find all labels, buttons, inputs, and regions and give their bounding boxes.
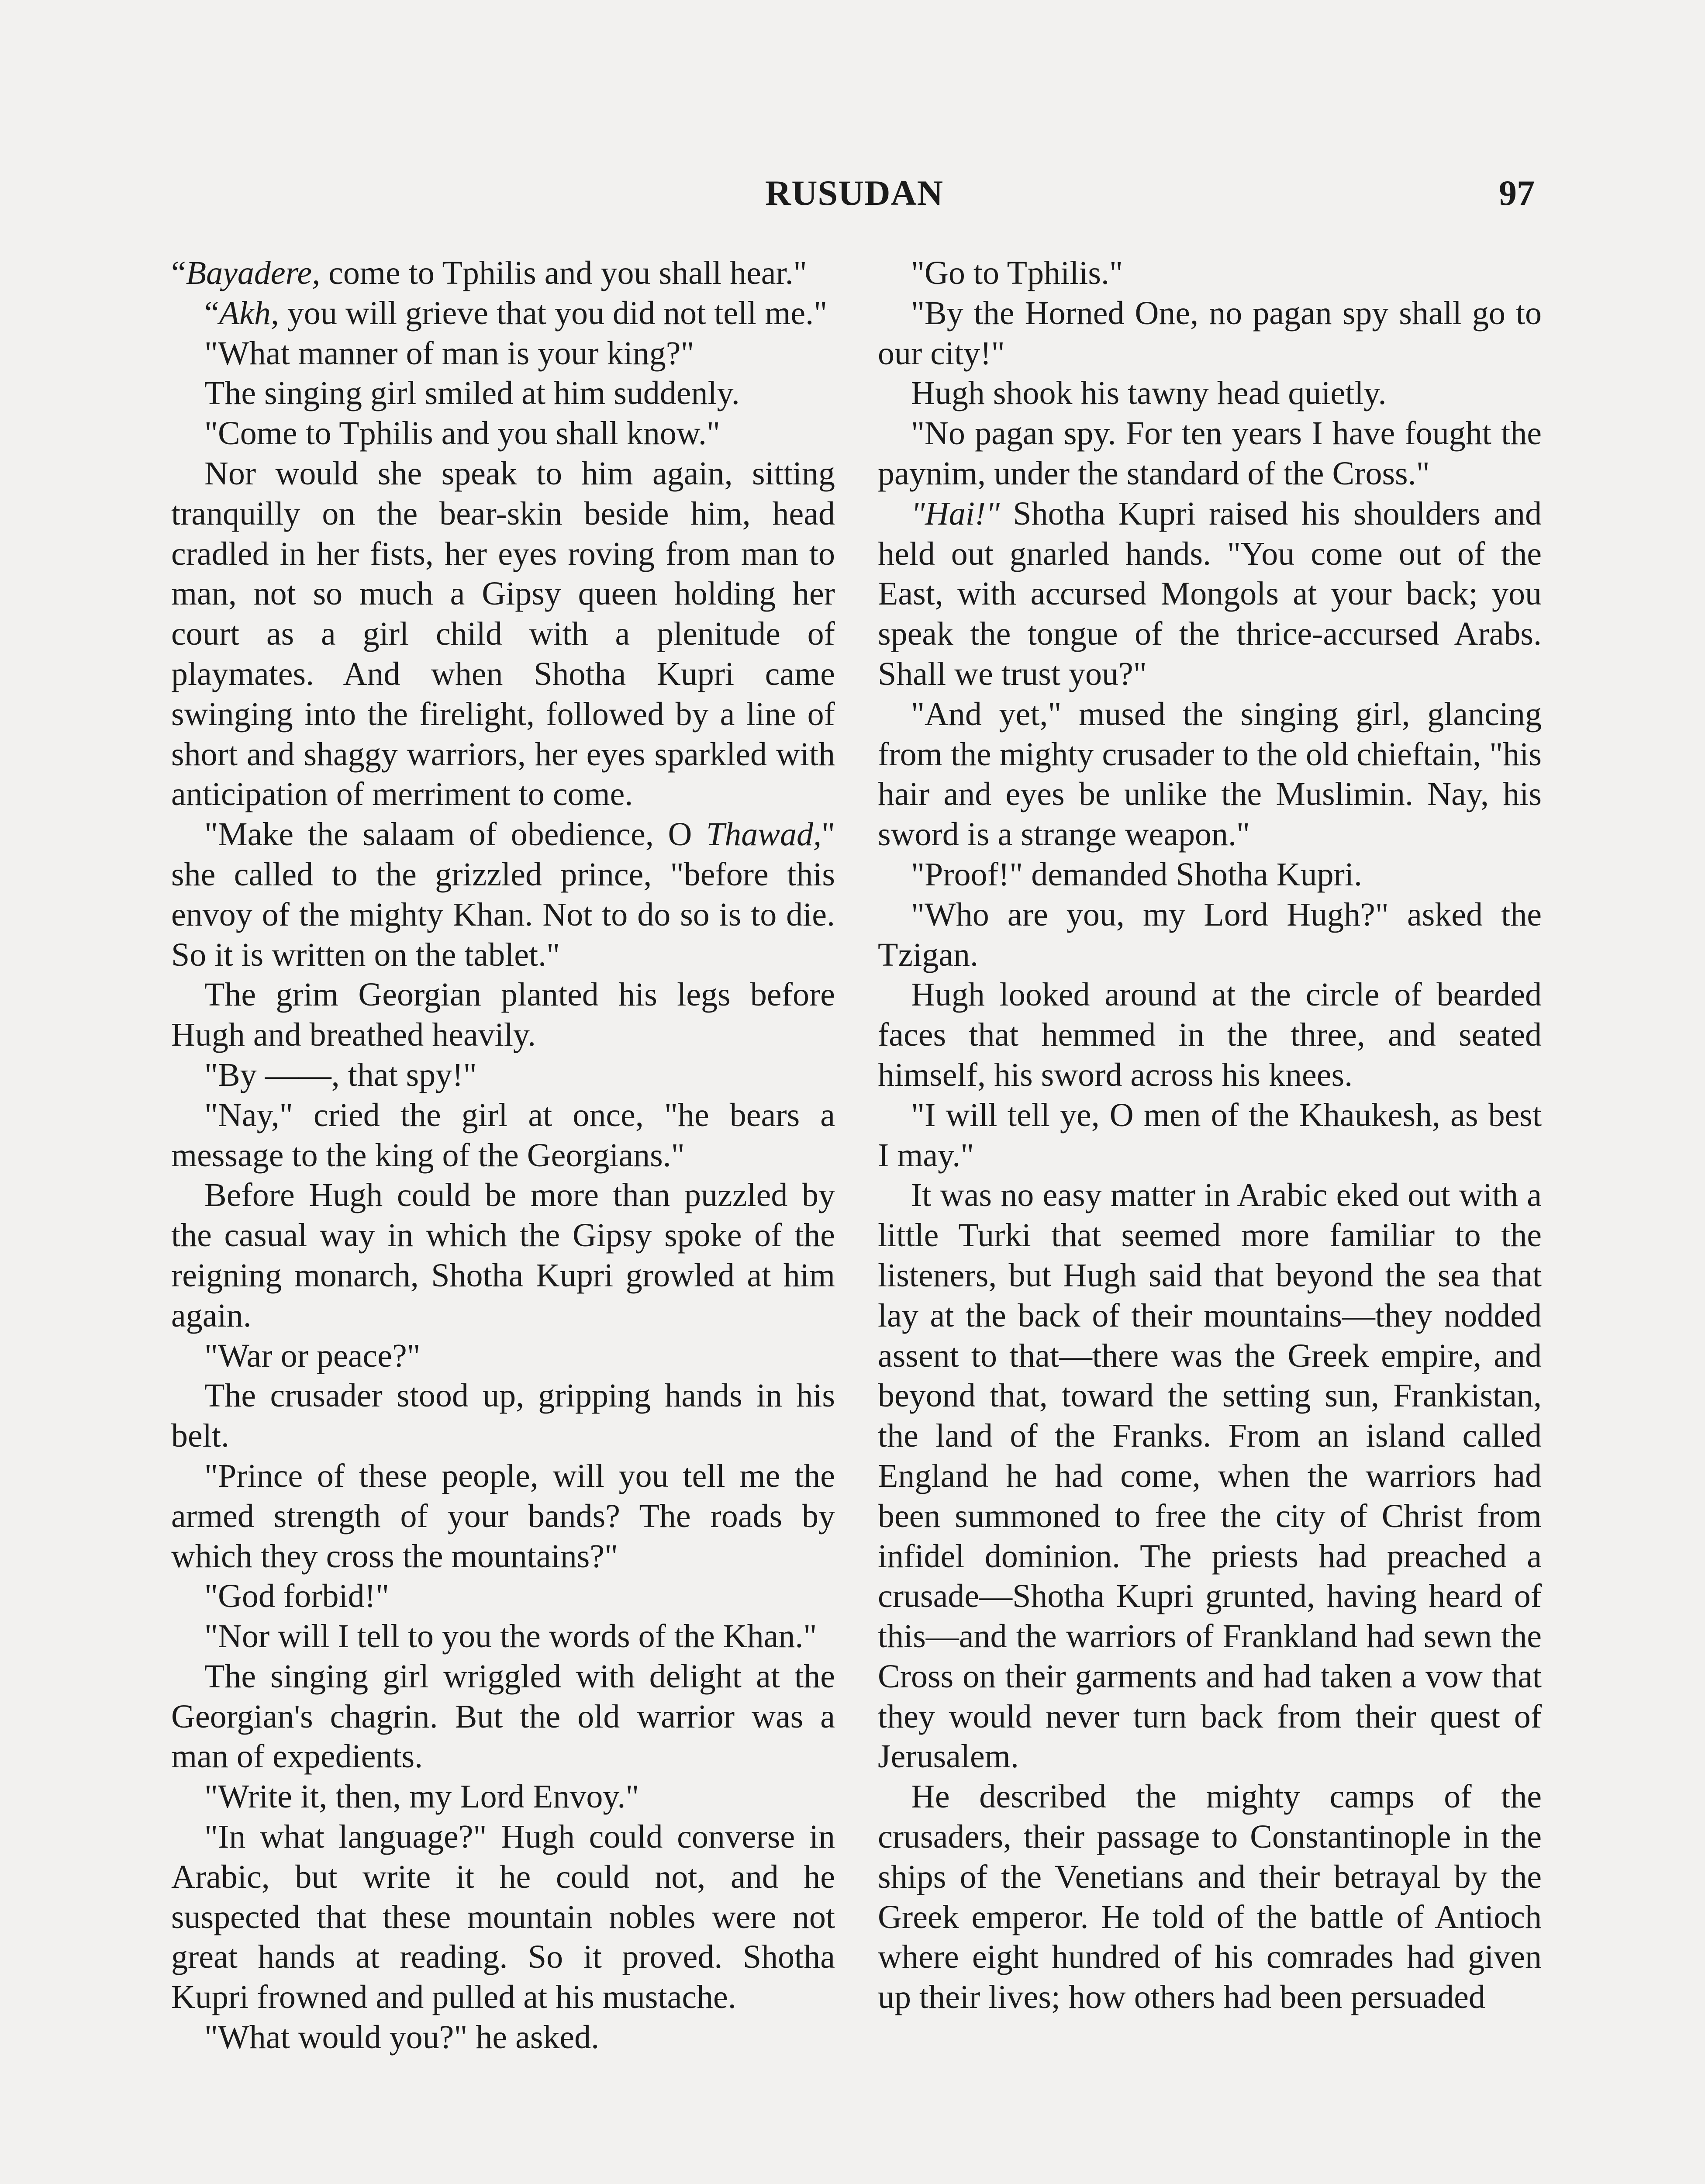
running-head: RUSUDAN	[765, 173, 943, 213]
right-column	[878, 253, 1542, 2018]
paragraph: "And yet," mused the singing girl, glancing from the mighty crusader to the old chieftain, "his hair and eyes be unlike the Muslimin. Nay, his sword is a strange weapon."	[878, 695, 1542, 853]
paragraph: "Nay," cried the girl at once, "he bears a message to the king of the Georgians."	[171, 1096, 835, 1174]
italic-word: Thawad,	[706, 816, 821, 853]
paragraph: "Prince of these people, will you tell me the armed strength of your bands? The roads by which they cross the mountains?"	[171, 1457, 835, 1575]
paragraph: "By the Horned One, no pagan spy shall go to our city!"	[878, 294, 1542, 372]
paragraph: The grim Georgian planted his legs before Hugh and breathed heavily.	[171, 976, 835, 1054]
paragraph: It was no easy matter in Arabic eked out with a little Turki that seemed more familiar to the listeners, but Hugh said that beyond the sea that lay at the back of their mountains—they nodded assent to that—there was the Greek empire, and beyond that, toward the setting sun, Frankistan, the land of the Franks. From an island called England he had come, when the warriors had been summoned to free the city of Christ from infidel dominion. The priests had preached a crusade—Shotha Kupri grunted, having heard of this—and the warriors of Frankland had sewn the Cross on their garments and had taken a vow that they would never turn back from their quest of Jerusalem.	[878, 1177, 1542, 1775]
paragraph: The singing girl wriggled with delight at the Georgian's chagrin. But the old warrior was a man of expedients.	[171, 1658, 835, 1775]
italic-word: "Hai!"	[911, 495, 1000, 532]
paragraph: The singing girl smiled at him suddenly.	[204, 375, 740, 412]
paragraph: He described the mighty camps of the crusaders, their passage to Constantinople in the ships of the Venetians and their betrayal by the Greek emperor. He told of the battle of Antioch where eight hundred of his comrades had given up their lives; how others had been persuaded	[878, 1778, 1542, 2016]
paragraph: "No pagan spy. For ten years I have fought the paynim, under the standard of the Cross."	[878, 415, 1542, 492]
paragraph: "Make the salaam of obedience, O Thawad," she called to the grizzled prince, "before this envoy of the mighty Khan. Not to do so is to die. So it is written on the tablet."	[171, 816, 835, 973]
paragraph: "Hai!" Shotha Kupri raised his shoulders and held out gnarled hands. "You come out of the East, with accursed Mongols at your back; you speak the tongue of the thrice-accursed Arabs. Shall we trust you?"	[878, 495, 1542, 692]
paragraph: "Who are you, my Lord Hugh?" asked the Tzigan.	[878, 896, 1542, 973]
paragraph: "Go to Tphilis."	[911, 255, 1123, 291]
paragraph: "In what language?" Hugh could converse in Arabic, but write it he could not, and he suspected that these mountain nobles were not great hands at reading. So it proved. Shotha Kupri frowned and pulled at his mustache.	[171, 1818, 835, 2016]
paragraph: Hugh looked around at the circle of bearded faces that hemmed in the three, and seated himself, his sword across his knees.	[878, 976, 1542, 1093]
paragraph: "I will tell ye, O men of the Khaukesh, as best I may."	[878, 1096, 1542, 1174]
paragraph: "Come to Tphilis and you shall know."	[204, 415, 720, 452]
paragraph: “Bayadere, come to Tphilis and you shall hear."	[171, 255, 807, 291]
paragraph: "By ——, that spy!"	[204, 1056, 477, 1093]
italic-word: Akh,	[219, 294, 279, 332]
paragraph: The crusader stood up, gripping hands in his belt.	[171, 1377, 835, 1455]
paragraph: "God forbid!"	[204, 1578, 389, 1615]
paragraph: "Write it, then, my Lord Envoy."	[204, 1778, 639, 1815]
paragraph: Hugh shook his tawny head quietly.	[911, 375, 1387, 412]
paragraph: "What manner of man is your king?"	[204, 335, 694, 372]
paragraph: Before Hugh could be more than puzzled by the casual way in which the Gipsy spoke of the reigning monarch, Shotha Kupri growled at him again.	[171, 1177, 835, 1334]
paragraph: Nor would she speak to him again, sitting tranquilly on the bear-skin beside him, head cradled in her fists, her eyes roving from man to man, not so much a Gipsy queen holding her court as a girl child with a plenitude of playmates. And when Shotha Kupri came swinging into the firelight, followed by a line of short and shaggy warriors, her eyes sparkled with anticipation of merriment to come.	[171, 455, 835, 813]
italic-word: Bayadere,	[186, 255, 321, 291]
page-number: 97	[1499, 173, 1535, 213]
paragraph: "Proof!" demanded Shotha Kupri.	[911, 856, 1362, 893]
paragraph: "What would you?" he asked.	[204, 2019, 600, 2056]
paragraph: "Nor will I tell to you the words of the Khan."	[204, 1618, 817, 1655]
left-column	[171, 253, 835, 2058]
paragraph: “Akh, you will grieve that you did not tell me."	[204, 294, 828, 332]
paragraph: "War or peace?"	[204, 1337, 421, 1374]
